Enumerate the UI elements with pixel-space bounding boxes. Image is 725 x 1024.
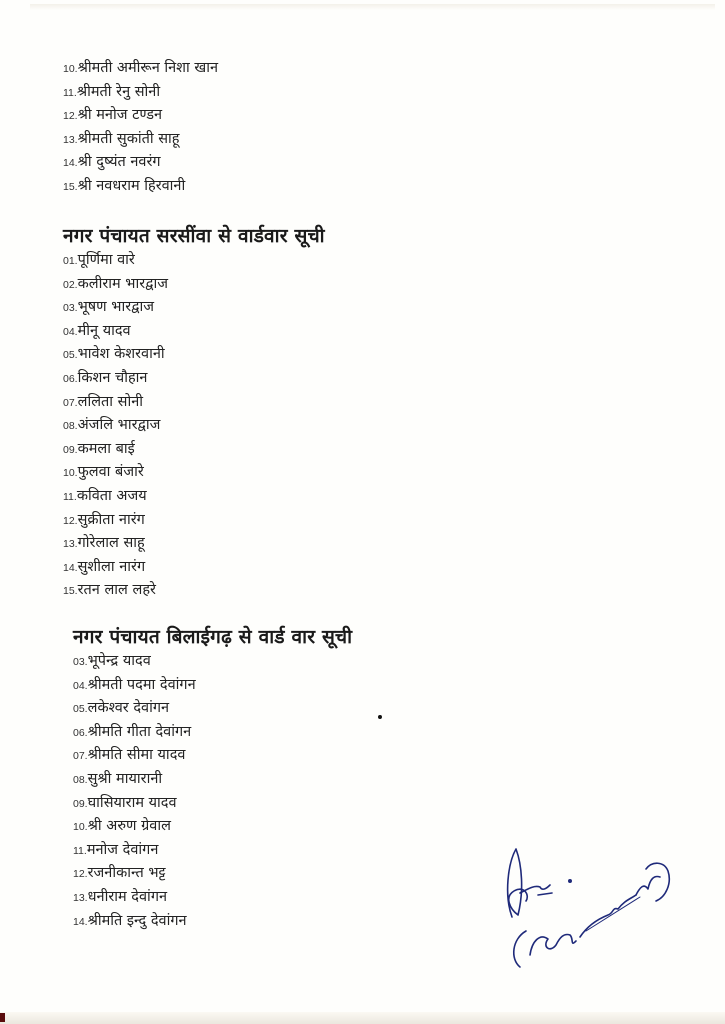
- list-item: 08.सुश्री मायारानी: [73, 770, 163, 787]
- list-item: 13.धनीराम देवांगन: [73, 888, 168, 905]
- list-item: 02.कलीराम भारद्वाज: [63, 275, 169, 292]
- list-item: 13.गोरेलाल साहू: [63, 535, 145, 552]
- handwritten-signature: [490, 835, 680, 975]
- list-item: 03.भूषण भारद्वाज: [63, 299, 155, 316]
- list-item: 06.श्रीमति गीता देवांगन: [73, 723, 192, 740]
- list-item: 03.भूपेन्द्र यादव: [73, 653, 151, 669]
- page-top-edge: [30, 4, 715, 10]
- list-item: 05.लकेश्वर देवांगन: [73, 700, 170, 717]
- corner-binding-mark: [0, 1013, 5, 1022]
- list-item: 08.अंजलि भारद्वाज: [63, 417, 161, 434]
- list-item: 15.रतन लाल लहरे: [63, 582, 156, 599]
- section-heading: नगर पंचायत सरसींवा से वार्डवार सूची: [63, 225, 325, 247]
- list-item: 12.सुक्रीता नारंग: [63, 511, 145, 528]
- list-item: 11.श्रीमती रेनु सोनी: [63, 83, 161, 100]
- list-item: 10.श्री अरुण ग्रेवाल: [73, 818, 171, 835]
- list-item: 09.घासियाराम यादव: [73, 794, 177, 811]
- list-item: 04.श्रीमती पदमा देवांगन: [73, 676, 196, 693]
- list-item: 07.श्रीमति सीमा यादव: [73, 747, 186, 764]
- bilaigarh-ward-list: [73, 650, 196, 933]
- list-item: 01.पूर्णिमा वारे: [63, 252, 135, 268]
- sarsiwa-ward-list: [63, 249, 168, 603]
- list-item: 14.श्री दुष्यंत नवरंग: [63, 154, 161, 171]
- list-item: 14.श्रीमति इन्दु देवांगन: [73, 912, 187, 929]
- list-item: 11.मनोज देवांगन: [73, 841, 159, 858]
- list-item: 14.सुशीला नारंग: [63, 558, 146, 575]
- list-item: 11.कविता अजय: [63, 487, 147, 504]
- list-item: 09.कमला बाई: [63, 440, 135, 457]
- page-bottom-edge: [0, 1012, 725, 1024]
- list-item: 10.फुलवा बंजारे: [63, 464, 144, 481]
- stray-ink-dot: [378, 715, 382, 719]
- list-item: 05.भावेश केशरवानी: [63, 346, 165, 363]
- list-item: 12.रजनीकान्त भट्ट: [73, 865, 166, 882]
- list-item: 07.ललिता सोनी: [63, 393, 144, 410]
- list-item: 15.श्री नवधराम हिरवानी: [63, 177, 186, 194]
- continued-list: [63, 57, 218, 199]
- list-item: 06.किशन चौहान: [63, 369, 148, 386]
- list-item: 13.श्रीमती सुकांती साहू: [63, 130, 180, 147]
- list-item: 10.श्रीमती अमीरून निशा खान: [63, 60, 219, 76]
- section-heading: नगर पंचायत बिलाईगढ़ से वार्ड वार सूची: [73, 626, 353, 648]
- list-item: 12.श्री मनोज टण्डन: [63, 107, 163, 124]
- list-item: 04.मीनू यादव: [63, 322, 131, 339]
